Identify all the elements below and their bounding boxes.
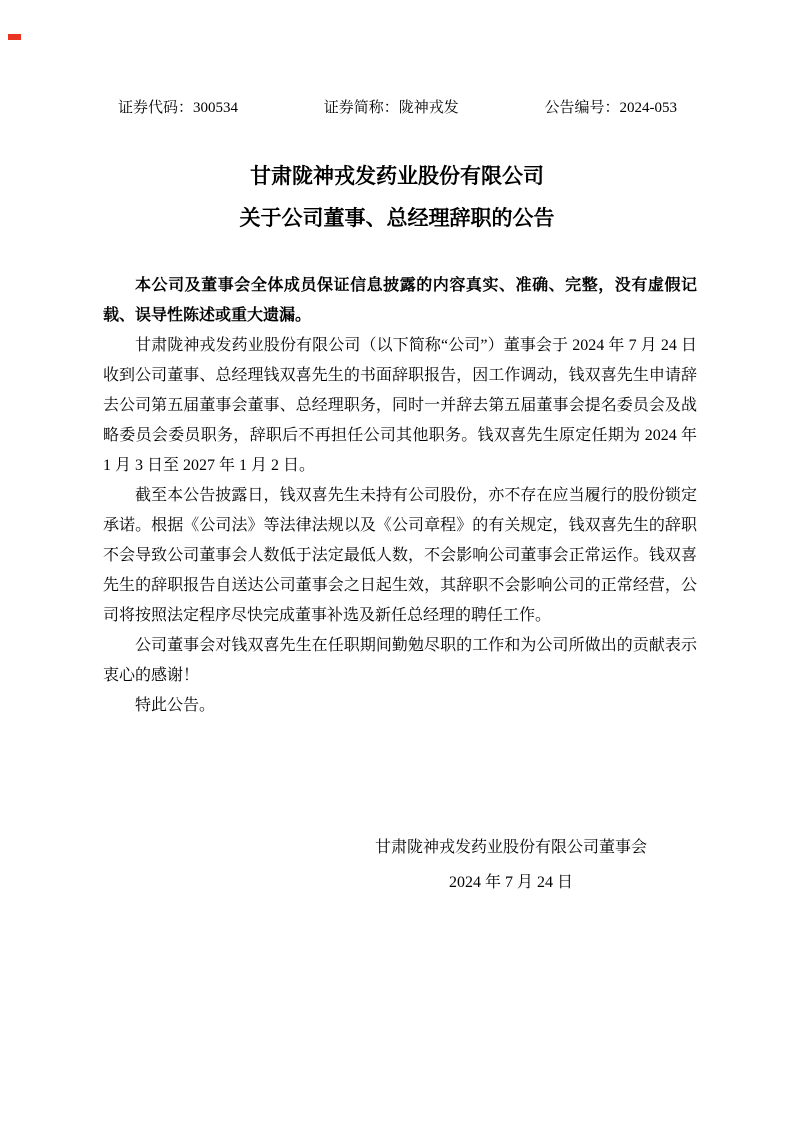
paragraph-gratitude: 公司董事会对钱双喜先生在任职期间勤勉尽职的工作和为公司所做出的贡献表示衷心的感谢！ (103, 637, 697, 684)
document-body (103, 271, 697, 721)
announcement-title: 关于公司董事、总经理辞职的公告 (239, 206, 555, 230)
corner-mark (8, 34, 21, 40)
announcement-number: 公告编号：2024-053 (544, 100, 677, 116)
paragraph-shareholding-and-effect: 截至本公告披露日，钱双喜先生未持有公司股份，亦不存在应当履行的股份锁定承诺。根据《公司法》等法律法规以及《公司章程》的有关规定，钱双喜先生的辞职不会导致公司董事会人数低于法定最低人数，不会影响公司董事会正常运作。钱双喜先生的辞职报告自送达公司董事会之日起生效，其辞职不会影响公司的正常经营，公司将按照法定程序尽快完成董事补选及新任总经理的聘任工作。 (103, 487, 697, 624)
paragraph-closing: 特此公告。 (135, 697, 216, 714)
document-header (118, 99, 677, 118)
integrity-statement: 本公司及董事会全体成员保证信息披露的内容真实、准确、完整，没有虚假记载、误导性陈述或重大遗漏。 (103, 277, 697, 324)
stock-abbr: 证券简称：陇神戎发 (323, 100, 459, 116)
signature-company: 甘肃陇神戎发药业股份有限公司董事会 (374, 839, 647, 856)
company-name-title: 甘肃陇神戎发药业股份有限公司 (250, 164, 544, 188)
signature-date: 2024 年 7 月 24 日 (448, 874, 573, 891)
paragraph-resignation-notice: 甘肃陇神戎发药业股份有限公司（以下简称“公司”）董事会于 2024 年 7 月 24 日收到公司董事、总经理钱双喜先生的书面辞职报告，因工作调动，钱双喜先生申请辞去公司第五届董事会董事、总经理职务，同时一并辞去第五届董事会提名委员会及战略委员会委员职务，辞职后不再担任公司其他职务。钱双喜先生原定任期为 2024 年 1 月 3 日至 2027 年 1 月 2 日。 (103, 337, 697, 474)
stock-code: 证券代码：300534 (118, 100, 239, 116)
signature-block (375, 833, 647, 898)
